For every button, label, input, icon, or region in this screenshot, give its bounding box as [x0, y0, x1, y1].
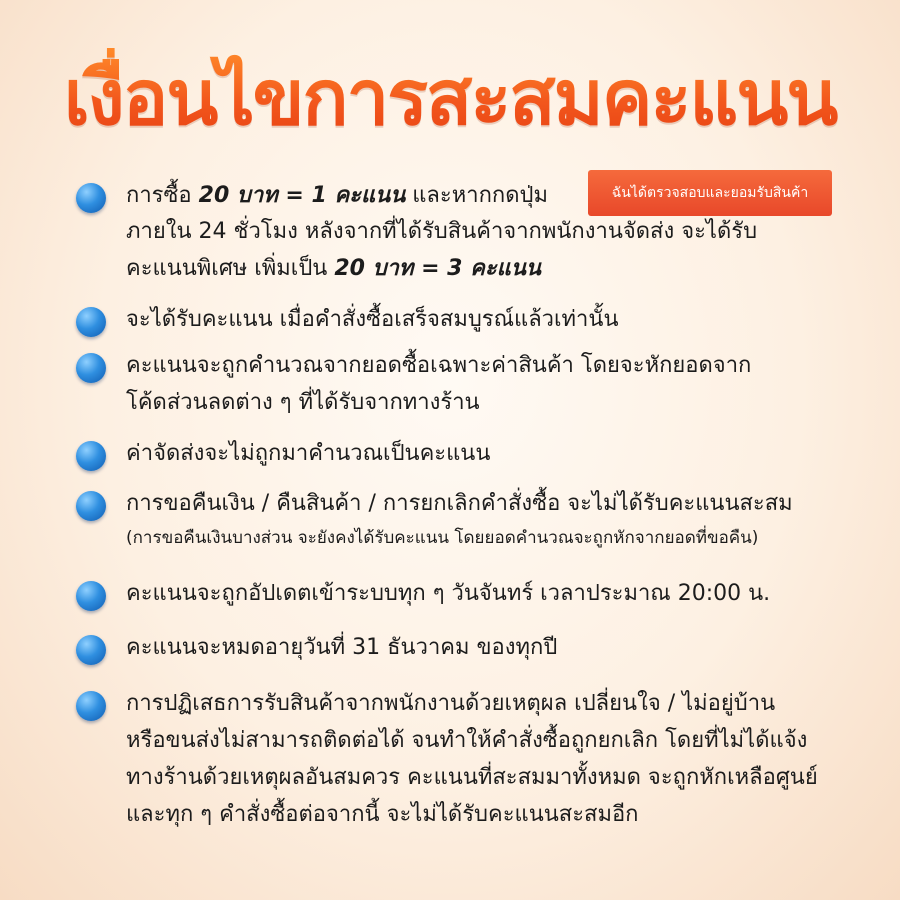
condition-note: (การขอคืนเงินบางส่วน จะยังคงได้รับคะแนน โดยยอดคำนวณจะถูกหักจากยอดที่ขอคืน) — [126, 528, 759, 548]
bullet-icon — [76, 491, 106, 521]
condition-text: คะแนนจะหมดอายุวันที่ 31 ธันวาคม ของทุกปี — [126, 635, 558, 660]
condition-text: ค่าจัดส่งจะไม่ถูกมาคำนวณเป็นคะแนน — [126, 441, 491, 466]
condition-text: หรือขนส่งไม่สามารถติดต่อได้ จนทำให้คำสั่งซื้อถูกยกเลิก โดยที่ไม่ได้แจ้ง — [126, 728, 808, 753]
bullet-icon — [76, 691, 106, 721]
bullet-icon — [76, 183, 106, 213]
condition-text: และทุก ๆ คำสั่งซื้อต่อจากนี้ จะไม่ได้รับคะแนนสะสมอีก — [126, 802, 639, 827]
condition-text — [126, 178, 866, 213]
condition-text: การขอคืนเงิน / คืนสินค้า / การยกเลิกคำสั่งซื้อ จะไม่ได้รับคะแนนสะสม — [126, 491, 793, 516]
bullet-icon — [76, 441, 106, 471]
condition-text: จะได้รับคะแนน เมื่อคำสั่งซื้อเสร็จสมบูรณ์แล้วเท่านั้น — [126, 307, 619, 332]
condition-text-part: การซื้อ — [126, 183, 199, 208]
bullet-icon — [76, 635, 106, 665]
condition-text-part: และหากกดปุ่ม — [405, 183, 548, 208]
condition-text: ภายใน 24 ชั่วโมง หลังจากที่ได้รับสินค้าจากพนักงานจัดส่ง จะได้รับ — [126, 219, 758, 244]
condition-text: โค้ดส่วนลดต่าง ๆ ที่ได้รับจากทางร้าน — [126, 390, 480, 415]
accept-product-button[interactable]: ฉันได้ตรวจสอบและยอมรับสินค้า — [588, 170, 832, 216]
condition-text: การปฏิเสธการรับสินค้าจากพนักงานด้วยเหตุผล เปลี่ยนใจ / ไม่อยู่บ้าน — [126, 691, 776, 716]
condition-text: ทางร้านด้วยเหตุผลอันสมควร คะแนนที่สะสมมาทั้งหมด จะถูกหักเหลือศูนย์ — [126, 765, 818, 790]
bullet-icon — [76, 307, 106, 337]
bullet-icon — [76, 353, 106, 383]
condition-text — [126, 251, 866, 286]
condition-highlight: 20 บาท = 3 คะแนน — [334, 256, 541, 281]
page-title: เงื่อนไขการสะสมคะแนน — [0, 48, 900, 148]
condition-text-part: คะแนนพิเศษ เพิ่มเป็น — [126, 256, 335, 281]
bullet-icon — [76, 581, 106, 611]
condition-text: คะแนนจะถูกคำนวณจากยอดซื้อเฉพาะค่าสินค้า โดยจะหักยอดจาก — [126, 353, 752, 378]
condition-text: คะแนนจะถูกอัปเดตเข้าระบบทุก ๆ วันจันทร์ เวลาประมาณ 20:00 น. — [126, 581, 771, 606]
condition-highlight: 20 บาท = 1 คะแนน — [198, 183, 406, 208]
